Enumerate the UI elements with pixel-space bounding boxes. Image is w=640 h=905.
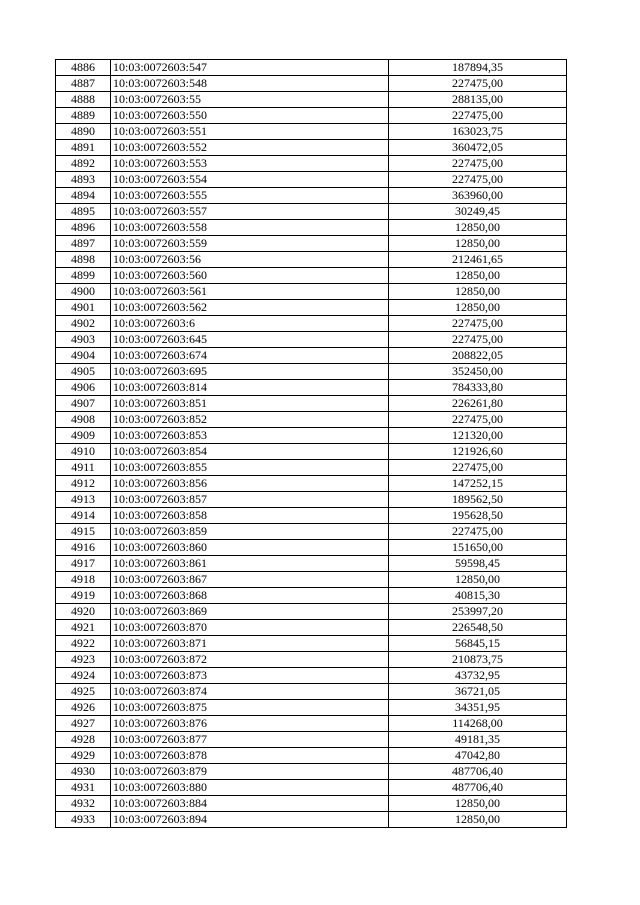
- amount-cell: 114268,00: [389, 716, 567, 732]
- table-row: [56, 716, 567, 732]
- amount-cell: 210873,75: [389, 652, 567, 668]
- amount-cell: 187894,35: [389, 60, 567, 76]
- table-row: [56, 556, 567, 572]
- table-row: [56, 588, 567, 604]
- amount-cell: 59598,45: [389, 556, 567, 572]
- amount-cell: 12850,00: [389, 236, 567, 252]
- amount-cell: 49181,35: [389, 732, 567, 748]
- cadastral-number-cell: 10:03:0072603:869: [111, 604, 389, 620]
- row-number-cell: 4893: [56, 172, 111, 188]
- cadastral-number-cell: 10:03:0072603:560: [111, 268, 389, 284]
- cadastral-number-cell: 10:03:0072603:852: [111, 412, 389, 428]
- row-number-cell: 4915: [56, 524, 111, 540]
- table-row: [56, 204, 567, 220]
- cadastral-number-cell: 10:03:0072603:645: [111, 332, 389, 348]
- cadastral-number-cell: 10:03:0072603:879: [111, 764, 389, 780]
- cadastral-number-cell: 10:03:0072603:853: [111, 428, 389, 444]
- cadastral-number-cell: 10:03:0072603:868: [111, 588, 389, 604]
- amount-cell: 227475,00: [389, 524, 567, 540]
- cadastral-number-cell: 10:03:0072603:854: [111, 444, 389, 460]
- amount-cell: 30249,45: [389, 204, 567, 220]
- row-number-cell: 4900: [56, 284, 111, 300]
- amount-cell: 12850,00: [389, 268, 567, 284]
- cadastral-number-cell: 10:03:0072603:856: [111, 476, 389, 492]
- table-row: [56, 332, 567, 348]
- amount-cell: 352450,00: [389, 364, 567, 380]
- amount-cell: 253997,20: [389, 604, 567, 620]
- table-row: [56, 268, 567, 284]
- row-number-cell: 4930: [56, 764, 111, 780]
- cadastral-number-cell: 10:03:0072603:56: [111, 252, 389, 268]
- cadastral-number-cell: 10:03:0072603:547: [111, 60, 389, 76]
- table-row: [56, 540, 567, 556]
- row-number-cell: 4886: [56, 60, 111, 76]
- amount-cell: 12850,00: [389, 284, 567, 300]
- row-number-cell: 4906: [56, 380, 111, 396]
- row-number-cell: 4891: [56, 140, 111, 156]
- amount-cell: 12850,00: [389, 796, 567, 812]
- cadastral-number-cell: 10:03:0072603:872: [111, 652, 389, 668]
- table-row: [56, 476, 567, 492]
- row-number-cell: 4918: [56, 572, 111, 588]
- row-number-cell: 4901: [56, 300, 111, 316]
- row-number-cell: 4905: [56, 364, 111, 380]
- row-number-cell: 4892: [56, 156, 111, 172]
- amount-cell: 487706,40: [389, 780, 567, 796]
- row-number-cell: 4902: [56, 316, 111, 332]
- table-body: [56, 60, 567, 828]
- table-row: [56, 348, 567, 364]
- table-row: [56, 172, 567, 188]
- row-number-cell: 4922: [56, 636, 111, 652]
- row-number-cell: 4894: [56, 188, 111, 204]
- table-row: [56, 732, 567, 748]
- row-number-cell: 4929: [56, 748, 111, 764]
- table-row: [56, 364, 567, 380]
- table-row: [56, 412, 567, 428]
- table-row: [56, 636, 567, 652]
- cadastral-number-cell: 10:03:0072603:554: [111, 172, 389, 188]
- table-row: [56, 652, 567, 668]
- cadastral-number-cell: 10:03:0072603:6: [111, 316, 389, 332]
- row-number-cell: 4895: [56, 204, 111, 220]
- amount-cell: 163023,75: [389, 124, 567, 140]
- table-row: [56, 604, 567, 620]
- amount-cell: 360472,05: [389, 140, 567, 156]
- cadastral-number-cell: 10:03:0072603:859: [111, 524, 389, 540]
- row-number-cell: 4924: [56, 668, 111, 684]
- cadastral-number-cell: 10:03:0072603:884: [111, 796, 389, 812]
- row-number-cell: 4932: [56, 796, 111, 812]
- cadastral-number-cell: 10:03:0072603:551: [111, 124, 389, 140]
- cadastral-number-cell: 10:03:0072603:873: [111, 668, 389, 684]
- table-row: [56, 684, 567, 700]
- row-number-cell: 4927: [56, 716, 111, 732]
- amount-cell: 151650,00: [389, 540, 567, 556]
- table-row: [56, 220, 567, 236]
- table-row: [56, 156, 567, 172]
- row-number-cell: 4907: [56, 396, 111, 412]
- table-row: [56, 92, 567, 108]
- amount-cell: 208822,05: [389, 348, 567, 364]
- cadastral-number-cell: 10:03:0072603:695: [111, 364, 389, 380]
- cadastral-number-cell: 10:03:0072603:557: [111, 204, 389, 220]
- cadastral-number-cell: 10:03:0072603:880: [111, 780, 389, 796]
- amount-cell: 47042,80: [389, 748, 567, 764]
- amount-cell: 227475,00: [389, 316, 567, 332]
- row-number-cell: 4926: [56, 700, 111, 716]
- cadastral-number-cell: 10:03:0072603:814: [111, 380, 389, 396]
- amount-cell: 226548,50: [389, 620, 567, 636]
- cadastral-number-cell: 10:03:0072603:559: [111, 236, 389, 252]
- table-row: [56, 668, 567, 684]
- amount-cell: 784333,80: [389, 380, 567, 396]
- table-row: [56, 76, 567, 92]
- table-row: [56, 796, 567, 812]
- amount-cell: 121320,00: [389, 428, 567, 444]
- amount-cell: 212461,65: [389, 252, 567, 268]
- table-row: [56, 284, 567, 300]
- amount-cell: 227475,00: [389, 412, 567, 428]
- table-row: [56, 236, 567, 252]
- cadastral-number-cell: 10:03:0072603:561: [111, 284, 389, 300]
- table-row: [56, 108, 567, 124]
- amount-cell: 226261,80: [389, 396, 567, 412]
- amount-cell: 227475,00: [389, 332, 567, 348]
- table-row: [56, 508, 567, 524]
- table-row: [56, 620, 567, 636]
- row-number-cell: 4916: [56, 540, 111, 556]
- table-row: [56, 140, 567, 156]
- row-number-cell: 4908: [56, 412, 111, 428]
- cadastral-number-cell: 10:03:0072603:552: [111, 140, 389, 156]
- row-number-cell: 4889: [56, 108, 111, 124]
- table-row: [56, 524, 567, 540]
- amount-cell: 363960,00: [389, 188, 567, 204]
- row-number-cell: 4913: [56, 492, 111, 508]
- cadastral-number-cell: 10:03:0072603:558: [111, 220, 389, 236]
- cadastral-number-cell: 10:03:0072603:548: [111, 76, 389, 92]
- table-row: [56, 396, 567, 412]
- amount-cell: 40815,30: [389, 588, 567, 604]
- cadastral-number-cell: 10:03:0072603:855: [111, 460, 389, 476]
- row-number-cell: 4897: [56, 236, 111, 252]
- cadastral-number-cell: 10:03:0072603:875: [111, 700, 389, 716]
- table-row: [56, 812, 567, 828]
- table-row: [56, 492, 567, 508]
- table-row: [56, 572, 567, 588]
- amount-cell: 12850,00: [389, 812, 567, 828]
- row-number-cell: 4904: [56, 348, 111, 364]
- cadastral-number-cell: 10:03:0072603:861: [111, 556, 389, 572]
- cadastral-number-cell: 10:03:0072603:851: [111, 396, 389, 412]
- row-number-cell: 4925: [56, 684, 111, 700]
- amount-cell: 12850,00: [389, 220, 567, 236]
- cadastral-number-cell: 10:03:0072603:894: [111, 812, 389, 828]
- row-number-cell: 4917: [56, 556, 111, 572]
- amount-cell: 34351,95: [389, 700, 567, 716]
- cadastral-number-cell: 10:03:0072603:867: [111, 572, 389, 588]
- table-row: [56, 60, 567, 76]
- amount-cell: 36721,05: [389, 684, 567, 700]
- row-number-cell: 4921: [56, 620, 111, 636]
- amount-cell: 227475,00: [389, 108, 567, 124]
- row-number-cell: 4911: [56, 460, 111, 476]
- amount-cell: 227475,00: [389, 156, 567, 172]
- table-row: [56, 188, 567, 204]
- cadastral-number-cell: 10:03:0072603:874: [111, 684, 389, 700]
- row-number-cell: 4919: [56, 588, 111, 604]
- cadastral-number-cell: 10:03:0072603:562: [111, 300, 389, 316]
- data-table: [55, 59, 567, 828]
- cadastral-number-cell: 10:03:0072603:870: [111, 620, 389, 636]
- row-number-cell: 4888: [56, 92, 111, 108]
- cadastral-number-cell: 10:03:0072603:860: [111, 540, 389, 556]
- table-row: [56, 748, 567, 764]
- table-row: [56, 380, 567, 396]
- row-number-cell: 4909: [56, 428, 111, 444]
- amount-cell: 288135,00: [389, 92, 567, 108]
- cadastral-number-cell: 10:03:0072603:550: [111, 108, 389, 124]
- amount-cell: 227475,00: [389, 76, 567, 92]
- table-row: [56, 300, 567, 316]
- cadastral-number-cell: 10:03:0072603:878: [111, 748, 389, 764]
- amount-cell: 56845,15: [389, 636, 567, 652]
- table-row: [56, 460, 567, 476]
- cadastral-number-cell: 10:03:0072603:877: [111, 732, 389, 748]
- cadastral-number-cell: 10:03:0072603:555: [111, 188, 389, 204]
- table-row: [56, 316, 567, 332]
- row-number-cell: 4910: [56, 444, 111, 460]
- row-number-cell: 4931: [56, 780, 111, 796]
- row-number-cell: 4903: [56, 332, 111, 348]
- cadastral-number-cell: 10:03:0072603:55: [111, 92, 389, 108]
- cadastral-number-cell: 10:03:0072603:871: [111, 636, 389, 652]
- table-row: [56, 780, 567, 796]
- row-number-cell: 4933: [56, 812, 111, 828]
- row-number-cell: 4928: [56, 732, 111, 748]
- cadastral-number-cell: 10:03:0072603:858: [111, 508, 389, 524]
- table-row: [56, 428, 567, 444]
- amount-cell: 487706,40: [389, 764, 567, 780]
- amount-cell: 195628,50: [389, 508, 567, 524]
- table-row: [56, 252, 567, 268]
- amount-cell: 227475,00: [389, 172, 567, 188]
- row-number-cell: 4920: [56, 604, 111, 620]
- row-number-cell: 4890: [56, 124, 111, 140]
- table-row: [56, 124, 567, 140]
- cadastral-number-cell: 10:03:0072603:674: [111, 348, 389, 364]
- cadastral-number-cell: 10:03:0072603:553: [111, 156, 389, 172]
- amount-cell: 189562,50: [389, 492, 567, 508]
- amount-cell: 43732,95: [389, 668, 567, 684]
- amount-cell: 12850,00: [389, 300, 567, 316]
- amount-cell: 12850,00: [389, 572, 567, 588]
- row-number-cell: 4898: [56, 252, 111, 268]
- amount-cell: 147252,15: [389, 476, 567, 492]
- cadastral-number-cell: 10:03:0072603:876: [111, 716, 389, 732]
- row-number-cell: 4923: [56, 652, 111, 668]
- row-number-cell: 4887: [56, 76, 111, 92]
- amount-cell: 227475,00: [389, 460, 567, 476]
- amount-cell: 121926,60: [389, 444, 567, 460]
- cadastral-number-cell: 10:03:0072603:857: [111, 492, 389, 508]
- row-number-cell: 4912: [56, 476, 111, 492]
- table-row: [56, 444, 567, 460]
- table-row: [56, 764, 567, 780]
- row-number-cell: 4899: [56, 268, 111, 284]
- row-number-cell: 4896: [56, 220, 111, 236]
- row-number-cell: 4914: [56, 508, 111, 524]
- table-row: [56, 700, 567, 716]
